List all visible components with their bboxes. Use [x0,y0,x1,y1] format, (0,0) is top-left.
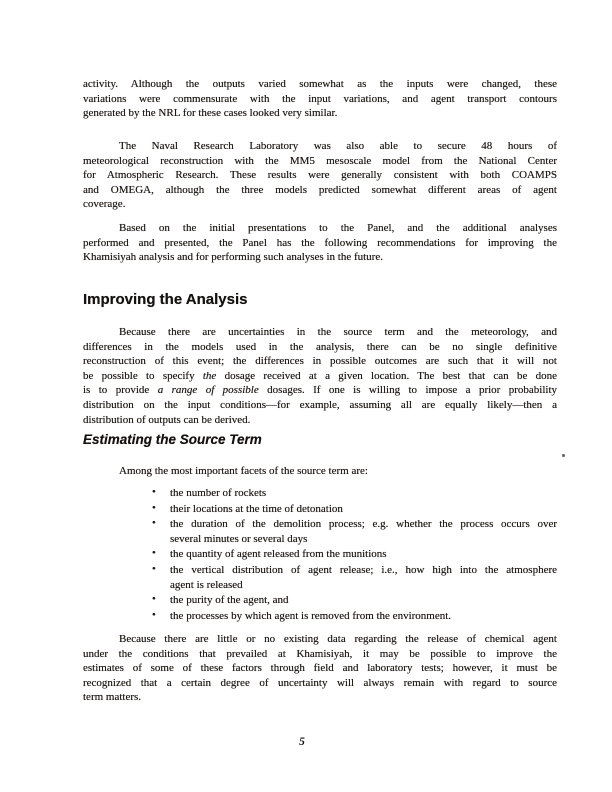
scan-artifact-dot [562,454,565,457]
text-line: the number of rockets [170,487,267,499]
list-item [83,502,557,517]
text-line: distribution on the input conditions—for example, assuming all are equally likely—then a [83,398,557,411]
paragraph-uncertainties [83,325,557,427]
text-line: the quantity of agent released from the munitions [170,548,387,561]
page-number: 5 [299,736,305,748]
bullet-list-source-term-facets [83,486,557,624]
paragraph-panel-recommendations [83,221,557,265]
text-line: reconstruction of this event; the differences in possible outcomes are such that it will not [83,355,557,368]
text-line: under the conditions that prevailed at Khamisiyah, it may be possible to improve the [83,647,557,660]
text-line: Among the most important facets of the source term are: [119,465,368,477]
bullet-icon: • [152,562,156,575]
text-line: be possible to specify the dosage received at a given location. The best that can be done [83,369,557,382]
text-line: distribution of outputs can be derived. [83,413,251,426]
paragraph-closing-uncertainty [83,632,557,705]
text-line: the purity of the agent, and [170,594,289,607]
bullet-icon: • [152,608,156,621]
list-item [83,486,557,501]
text-line: and OMEGA, although the three models predicted somewhat different areas of agent [83,183,557,196]
text-line: for Atmospheric Research. These results were generally consistent with both COAMPS [83,169,557,182]
text-line: the duration of the demolition process; e.g. whether the process occurs over [170,518,557,531]
text-line: several minutes or several days [170,532,308,545]
text-line: is to provide a range of possible dosages. If one is willing to impose a prior probability [83,384,557,397]
list-item [83,609,557,624]
section-heading-estimating-the-source-term: Estimating the Source Term [83,432,262,447]
section-heading-improving-the-analysis: Improving the Analysis [83,291,248,308]
text-line: The Naval Research Laboratory was also able to secure 48 hours of [119,140,557,152]
text-line: generated by the NRL for these cases looked very similar. [83,107,338,120]
text-line: estimates of some of these factors through field and laboratory tests; however, it must be [83,662,557,675]
paragraph-model-outputs [83,77,557,121]
bullet-icon: • [152,486,156,498]
bullet-icon: • [152,593,156,606]
text-line: variations were commensurate with the input variations, and agent transport contours [83,92,557,105]
text-line: Because there are little or no existing data regarding the release of chemical agent [119,633,557,645]
text-line: Khamisiyah analysis and for performing such analyses in the future. [83,251,383,264]
text-line: meteorological reconstruction with the MM5 mesoscale model from the National Center [83,154,557,167]
paragraph-nrl-mm5 [83,139,557,212]
text-line: coverage. [83,198,126,211]
text-line: Based on the initial presentations to the Panel, and the additional analyses [119,222,557,234]
text-line: term matters. [83,691,142,704]
list-item [83,547,557,562]
text-line: differences in the models used in the analysis, there can be no single definitive [83,340,557,353]
text-line: agent is released [170,578,243,591]
list-item [83,563,557,592]
text-line: recognized that a certain degree of uncertainty will always remain with regard to source [83,676,557,689]
paragraph-source-term-intro [83,464,557,479]
text-line: the processes by which agent is removed from the environment. [170,609,452,622]
list-item [83,593,557,608]
text-line: Because there are uncertainties in the source term and the meteorology, and [119,326,557,338]
bullet-icon: • [152,501,156,514]
text-line: activity. Although the outputs varied somewhat as the inputs were changed, these [83,78,557,90]
text-line: performed and presented, the Panel has the following recommendations for improving the [83,236,557,249]
text-line: the vertical distribution of agent release; i.e., how high into the atmosphere [170,563,557,576]
bullet-icon: • [152,517,156,530]
bullet-icon: • [152,547,156,560]
list-item [83,517,557,546]
text-line: their locations at the time of detonation [170,502,343,515]
